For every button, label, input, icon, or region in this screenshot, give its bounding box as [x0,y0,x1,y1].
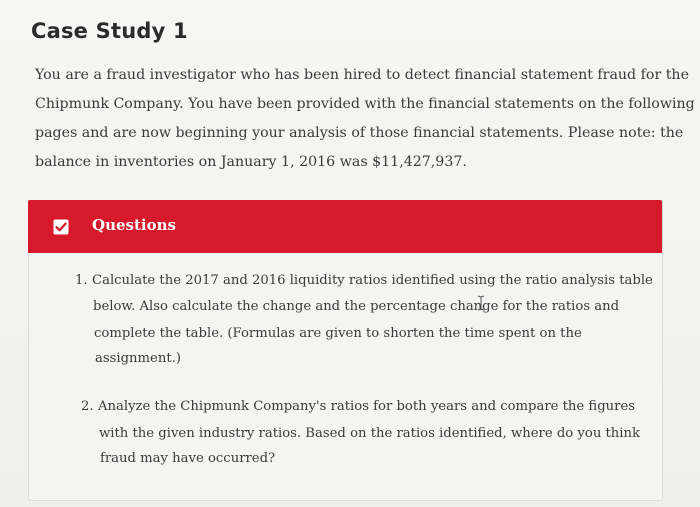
page-title: Case Study 1 [31,19,188,43]
questions-title: Questions [92,216,176,234]
intro-line: pages and are now beginning your analysis of those financial statements. Please note: the [35,125,684,141]
question-line: Calculate the 2017 and 2016 liquidity ratios identified using the ratio analysis table [92,273,653,288]
question-line: with the given industry ratios. Based on the ratios identified, where do you think [99,426,640,441]
question-line: complete the table. (Formulas are given to shorten the time spent on the [94,326,582,341]
text-cursor-icon [477,295,485,311]
question-line: assignment.) [95,351,181,366]
intro-line: You are a fraud investigator who has been hired to detect financial statement fraud for the [35,67,689,83]
question-number: 1. [75,273,88,288]
question-line: below. Also calculate the change and the percentage change for the ratios and [93,299,620,314]
case-study-intro [35,61,695,177]
question-line: fraud may have occurred? [100,451,276,466]
checklist-icon [53,219,69,235]
question-number: 2. [81,399,94,414]
question-line: Analyze the Chipmunk Company's ratios for both years and compare the figures [98,399,636,414]
questions-header [28,200,662,253]
intro-line: balance in inventories on January 1, 2016 was $11,427,937. [35,154,467,170]
intro-line: Chipmunk Company. You have been provided with the financial statements on the following [35,96,695,112]
